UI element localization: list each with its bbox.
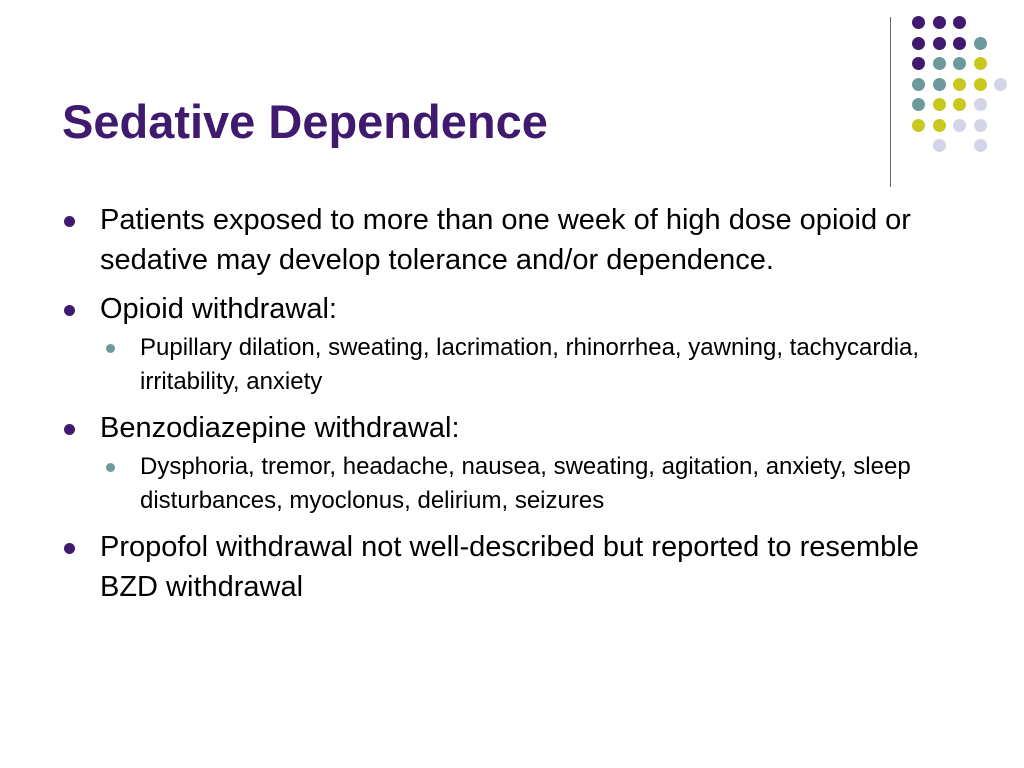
slide-title: Sedative Dependence (62, 95, 548, 148)
decorative-dot (912, 16, 925, 29)
decorative-dot (953, 78, 966, 91)
decorative-dot (974, 139, 987, 152)
sub-bullet-text: Pupillary dilation, sweating, lacrimation, rhinorrhea, yawning, tachycardia, irritability, anxiety (140, 334, 920, 395)
decorative-dot (912, 37, 925, 50)
decorative-dot (953, 98, 966, 111)
decorative-dot (953, 57, 966, 70)
decorative-dot (933, 37, 946, 50)
decorative-dot (933, 139, 946, 152)
bullet-text: Propofol withdrawal not well-described but reported to resemble BZD withdrawal (100, 531, 919, 603)
bullet-text: Opioid withdrawal: (100, 293, 337, 325)
decorative-dot (974, 119, 987, 132)
decorative-dot (994, 78, 1007, 91)
sub-bullet-item (100, 450, 962, 518)
decorative-dot (933, 98, 946, 111)
sub-bullet-text: Dysphoria, tremor, headache, nausea, sweating, agitation, anxiety, sleep disturbances, myoclonus, delirium, seizures (140, 453, 911, 514)
decorative-dot (912, 57, 925, 70)
sub-bullet-list (100, 450, 962, 518)
decorative-dot (933, 16, 946, 29)
bullet-text: Patients exposed to more than one week of high dose opioid or sedative may develop tolerance and/or dependence. (100, 204, 911, 276)
bullet-list (62, 200, 962, 616)
decorative-dot (974, 57, 987, 70)
decorative-dot (953, 119, 966, 132)
decorative-dot (933, 119, 946, 132)
decorative-dot (912, 119, 925, 132)
sub-bullet-list (100, 331, 962, 399)
decorative-dot (953, 16, 966, 29)
bullet-text: Benzodiazepine withdrawal: (100, 412, 460, 444)
decorative-dot (974, 78, 987, 91)
decorative-dot (912, 78, 925, 91)
bullet-item (62, 289, 962, 399)
decorative-dot (974, 98, 987, 111)
decorative-dot-grid (0, 0, 1024, 200)
bullet-item (62, 200, 962, 280)
bullet-item (62, 408, 962, 518)
decorative-dot (912, 98, 925, 111)
title-divider-line (890, 17, 891, 187)
decorative-dot (953, 37, 966, 50)
decorative-dot (933, 57, 946, 70)
decorative-dot (974, 37, 987, 50)
sub-bullet-item (100, 331, 962, 399)
bullet-item (62, 527, 962, 607)
decorative-dot (933, 78, 946, 91)
